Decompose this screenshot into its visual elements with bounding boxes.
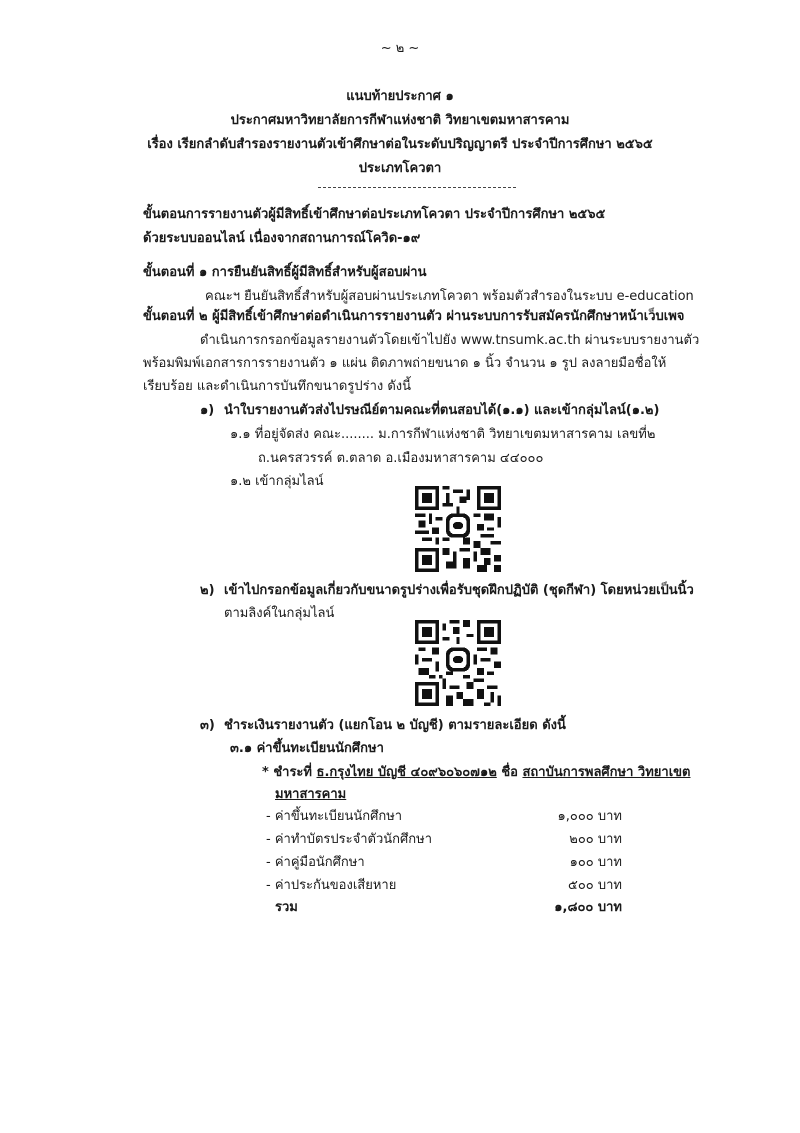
intro-line-2: ด้วยระบบออนไลน์ เนื่องจากสถานการณ์โควิด-๑๙ — [143, 231, 421, 246]
payment-line — [262, 764, 691, 782]
page-number: ~ ๒ ~ — [380, 41, 420, 56]
header-line-2: ประกาศมหาวิทยาลัยการกีฬาแห่งชาติ วิทยาเขตมหาสารคาม — [230, 113, 570, 128]
step2-body-2: พร้อมพิมพ์เอกสารการรายงานตัว ๑ แผ่น ติดภาพถ่ายขนาด ๑ นิ้ว จำนวน ๑ รูป ลงลายมือชื่อให้ — [143, 356, 667, 371]
item1-address-line-2: ถ.นครสวรรค์ ต.ตลาด อ.เมืองมหาสารคาม ๔๔๐๐๐ — [258, 451, 544, 466]
header-line-4: ประเภทโควตา — [358, 161, 442, 176]
qr-code-icon — [415, 486, 501, 572]
fee-label: - ค่าขึ้นทะเบียนนักศึกษา — [266, 809, 403, 824]
payment-account-name-cont: มหาสารคาม — [275, 787, 347, 802]
payment-prefix: * ชำระที่ — [262, 765, 317, 780]
header-line-1: แนบท้ายประกาศ ๑ — [346, 89, 454, 104]
fee-amount: ๑๐๐ บาท — [569, 855, 622, 870]
item2-body: ตามลิงค์ในกลุ่มไลน์ — [224, 606, 335, 621]
item3-subtitle: ๓.๑ ค่าขึ้นทะเบียนนักศึกษา — [230, 741, 384, 756]
fee-amount: ๑,๐๐๐ บาท — [557, 809, 622, 824]
fee-label: - ค่าคู่มือนักศึกษา — [266, 855, 365, 870]
item1-title: นำใบรายงานตัวส่งไปรษณีย์ตามคณะที่ตนสอบได้(๑.๑) และเข้ากลุ่มไลน์(๑.๒) — [224, 403, 660, 418]
fee-amount: ๕๐๐ บาท — [568, 878, 622, 893]
item1-number: ๑) — [200, 403, 215, 418]
fee-amount: ๒๐๐ บาท — [569, 832, 622, 847]
qr-code-icon — [415, 620, 501, 706]
item3-number: ๓) — [200, 718, 215, 733]
step1-body: คณะฯ ยืนยันสิทธิ์สำหรับผู้สอบผ่านประเภทโควตา พร้อมตัวสำรองในระบบ e-education — [205, 289, 694, 304]
step2-title: ขั้นตอนที่ ๒ ผู้มีสิทธิ์เข้าศึกษาต่อดำเนินการรายงานตัว ผ่านระบบการรับสมัครนักศึกษาหน้าเว็บเพจ — [143, 309, 685, 324]
item1-address-line-1: ๑.๑ ที่อยู่จัดส่ง คณะ........ ม.การกีฬาแห่งชาติ วิทยาเขตมหาสารคาม เลขที่๒ — [230, 427, 656, 442]
item2-title: เข้าไปกรอกข้อมูลเกี่ยวกับขนาดรูปร่างเพื่อรับชุดฝึกปฏิบัติ (ชุดกีฬา) โดยหน่วยเป็นนิ้ว — [224, 583, 694, 598]
payment-bank-account: ธ.กรุงไทย บัญชี ๔๐๙๖๐๖๐๗๑๒ — [316, 765, 497, 780]
total-amount: ๑,๘๐๐ บาท — [554, 900, 622, 915]
payment-account-name: สถาบันการพลศึกษา วิทยาเขต — [522, 765, 691, 780]
fee-label: - ค่าประกันของเสียหาย — [266, 878, 397, 893]
intro-line-1: ขั้นตอนการรายงานตัวผู้มีสิทธิ์เข้าศึกษาต่อประเภทโควตา ประจำปีการศึกษา ๒๕๖๕ — [143, 207, 606, 222]
item2-number: ๒) — [200, 583, 215, 598]
item3-title: ชำระเงินรายงานตัว (แยกโอน ๒ บัญชี) ตามรายละเอียด ดังนี้ — [224, 718, 566, 733]
fee-label: - ค่าทำบัตรประจำตัวนักศึกษา — [266, 832, 432, 847]
step1-title: ขั้นตอนที่ ๑ การยืนยันสิทธิ์ผู้มีสิทธิ์สำหรับผู้สอบผ่าน — [143, 265, 427, 280]
item1-line-group: ๑.๒ เข้ากลุ่มไลน์ — [230, 474, 324, 489]
divider — [318, 187, 516, 188]
payment-name-label: ชื่อ — [496, 765, 523, 780]
step2-body-3: เรียบร้อย และดำเนินการบันทึกขนาดรูปร่าง ดังนี้ — [143, 379, 412, 394]
header-line-3: เรื่อง เรียกลำดับสำรองรายงานตัวเข้าศึกษาต่อในระดับปริญญาตรี ประจำปีการศึกษา ๒๕๖๕ — [147, 137, 653, 152]
total-label: รวม — [275, 900, 298, 915]
step2-body-1: ดำเนินการกรอกข้อมูลรายงานตัวโดยเข้าไปยัง www.tnsumk.ac.th ผ่านระบบรายงานตัว — [200, 333, 700, 348]
